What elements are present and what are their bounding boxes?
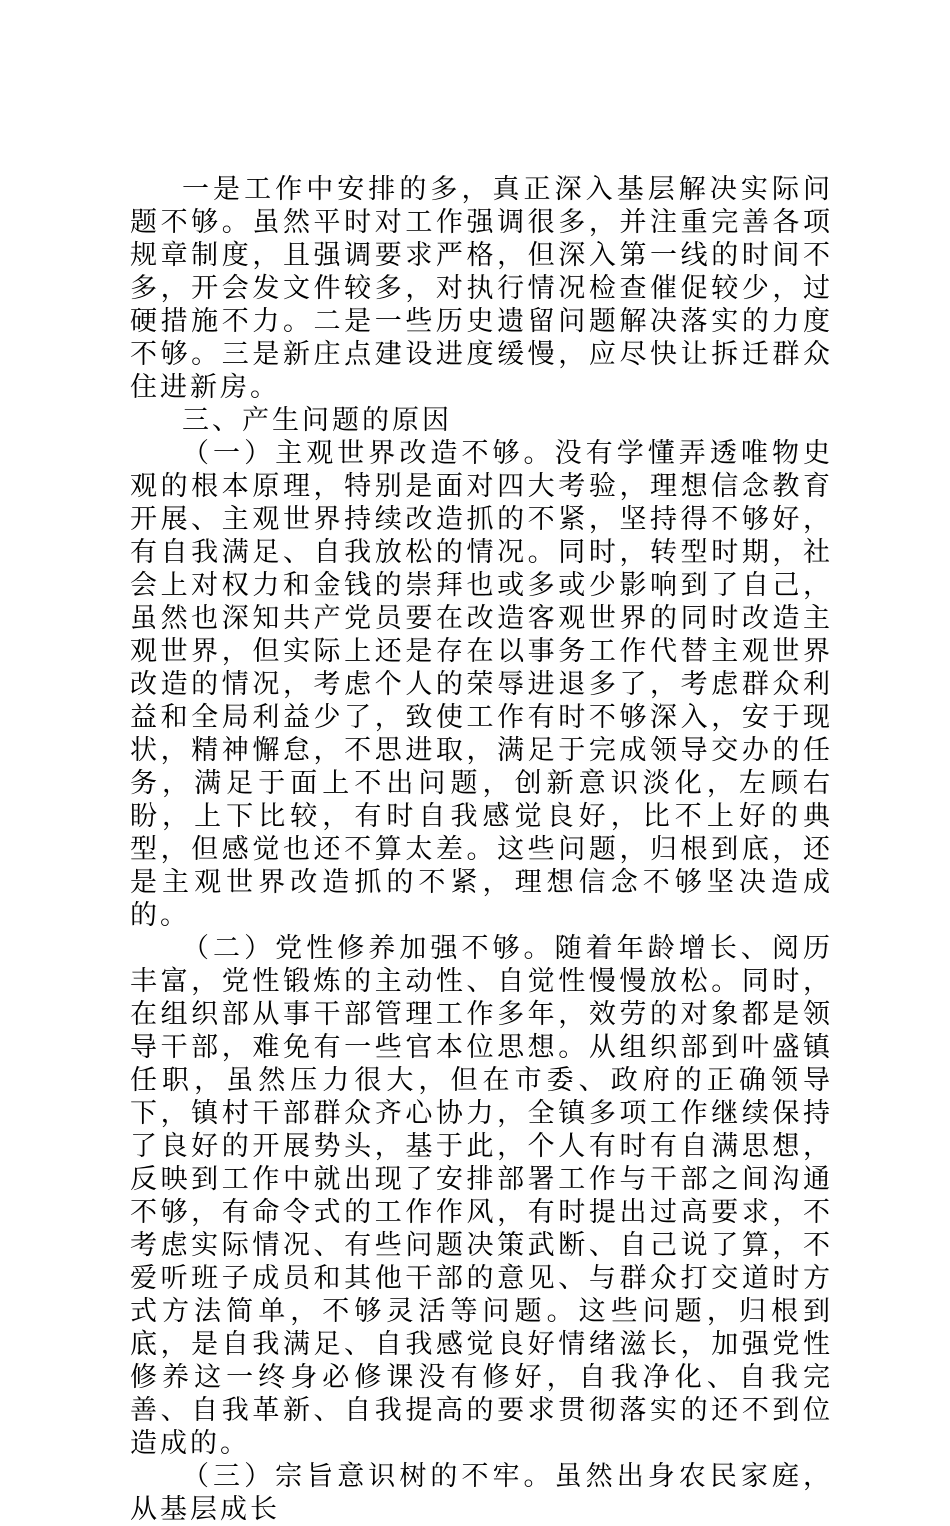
paragraph-cause-3: （三）宗旨意识树的不牢。虽然出身农民家庭，从基层成长 (130, 1461, 833, 1525)
paragraph-work-issues: 一是工作中安排的多，真正深入基层解决实际问题不够。虽然平时对工作强调很多，并注重完善各项规章制度，且强调要求严格，但深入第一线的时间不多，开会发文件较多，对执行情况检查催促较少，过硬措施不力。二是一些历史遗留问题解决落实的力度不够。三是新庄点建设进度缓慢，应尽快让拆迁群众住进新房。 (130, 174, 833, 403)
document-body (130, 173, 833, 1526)
paragraph-cause-2: （二）党性修养加强不够。随着年龄增长、阅历丰富，党性锻炼的主动性、自觉性慢慢放松。同时，在组织部从事干部管理工作多年，效劳的对象都是领导干部，难免有一些官本位思想。从组织部到叶盛镇任职，虽然压力很大，但在市委、政府的正确领导下，镇村干部群众齐心协力，全镇多项工作继续保持了良好的开展势头，基于此，个人有时有自满思想，反映到工作中就出现了安排部署工作与干部之间沟通不够，有命令式的工作作风，有时提出过高要求，不考虑实际情况、有些问题决策武断、自己说了算，不爱听班子成员和其他干部的意见、与群众打交道时方式方法简单，不够灵活等问题。这些问题，归根到底，是自我满足、自我感觉良好情绪滋长，加强党性修养这一终身必修课没有修好，自我净化、自我完善、自我革新、自我提高的要求贯彻落实的还不到位造成的。 (130, 933, 833, 1459)
paragraph-cause-1: （一）主观世界改造不够。没有学懂弄透唯物史观的根本原理，特别是面对四大考验，理想信念教育开展、主观世界持续改造抓的不紧，坚持得不够好，有自我满足、自我放松的情况。同时，转型时期，社会上对权力和金钱的崇拜也或多或少影响到了自己，虽然也深知共产党员要在改造客观世界的同时改造主观世界，但实际上还是存在以事务工作代替主观世界改造的情况，考虑个人的荣辱进退多了，考虑群众利益和全局利益少了，致使工作有时不够深入，安于现状，精神懈怠，不思进取，满足于完成领导交办的任务，满足于面上不出问题，创新意识淡化，左顾右盼，上下比较，有时自我感觉良好，比不上好的典型，但感觉也还不算太差。这些问题，归根到底，还是主观世界改造抓的不紧，理想信念不够坚决造成的。 (130, 438, 833, 931)
section-heading-causes: 三、产生问题的原因 (182, 405, 452, 436)
